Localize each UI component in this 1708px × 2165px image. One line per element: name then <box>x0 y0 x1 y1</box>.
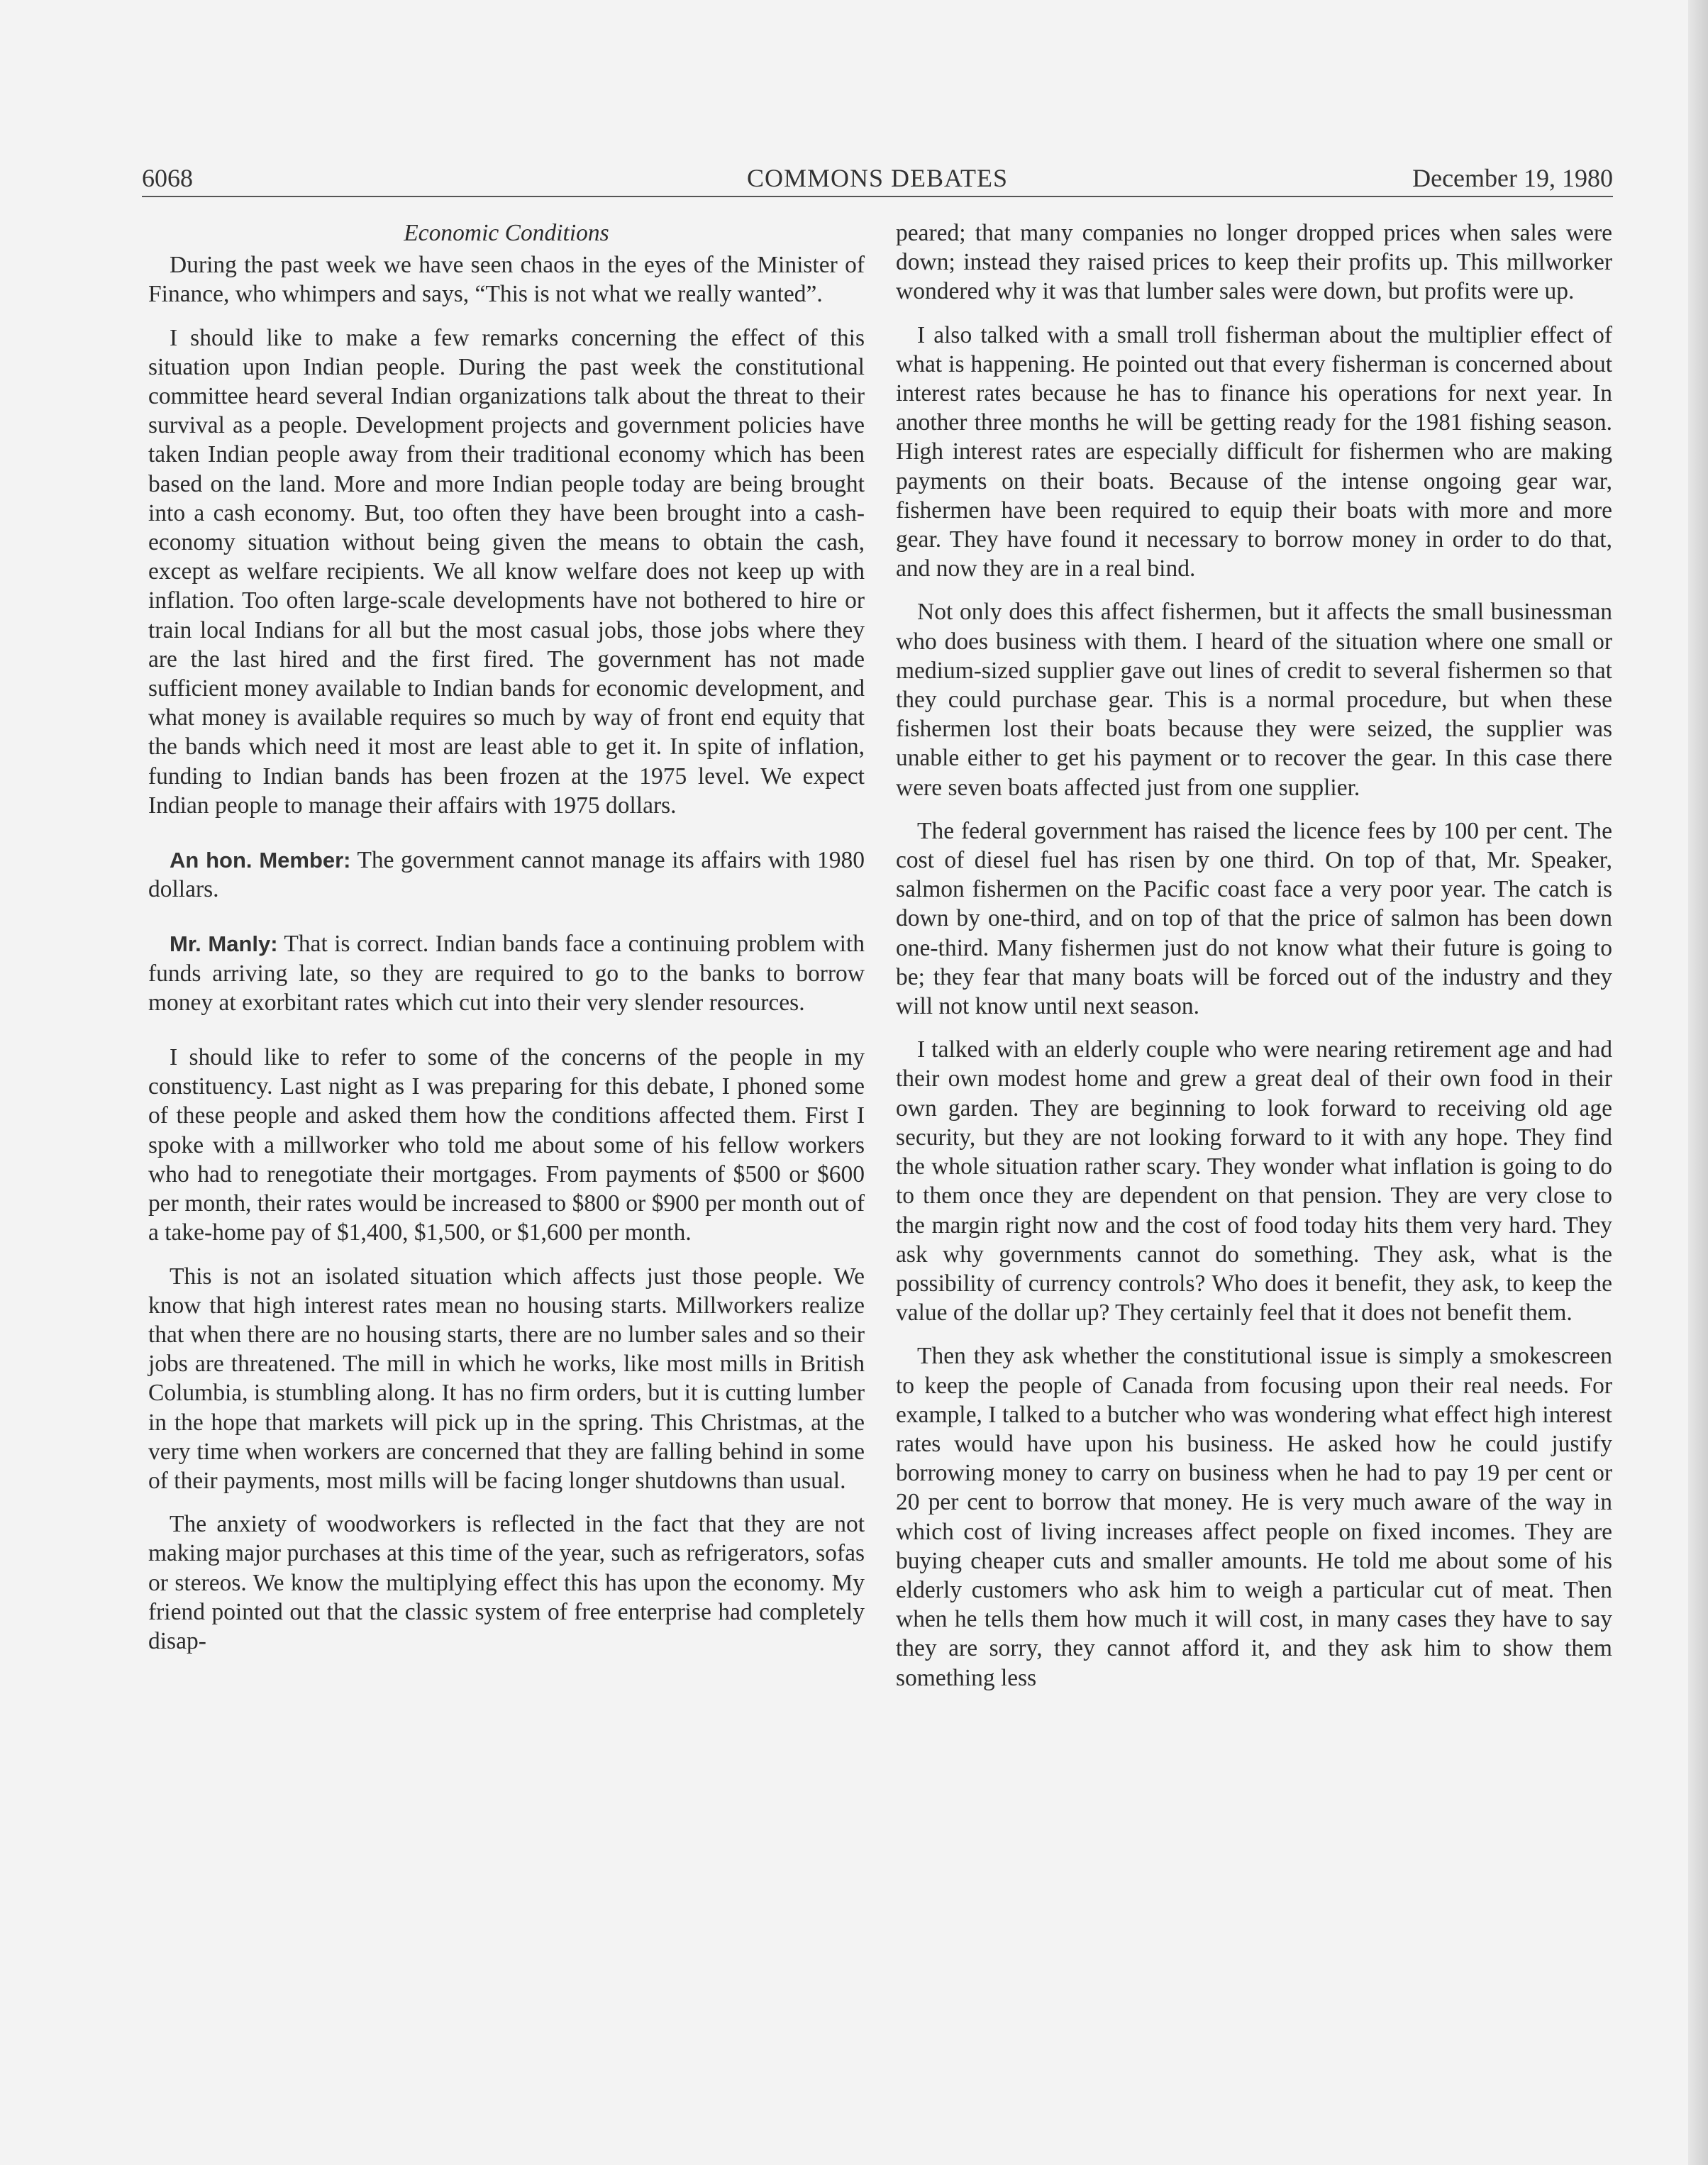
paragraph: I should like to make a few remarks concerning the effect of this situation upon Indian people. During the past week the constitutional committee heard several Indian organizations talk about the threat to their survival as a people. Development projects and government policies have taken Indian people away from their traditional economy which has been based on the land. More and more Indian people today are being brought into a cash economy. But, too often they have been brought into a cash-economy situation without being given the means to obtain the cash, except as welfare recipients. We all know welfare does not keep up with inflation. Too often large-scale developments have not bothered to hire or train local Indians for all but the most casual jobs, those jobs where they are the last hired and the first fired. The government has not made sufficient money available to Indian bands for economic development, and what money is available requires so much by way of front end equity that the bands which need it most are least able to get it. In spite of inflation, funding to Indian bands has been frozen at the 1975 level. We expect Indian people to manage their affairs with 1975 dollars. <box>148 324 865 819</box>
publication-title: COMMONS DEBATES <box>746 164 1009 192</box>
paragraph: Then they ask whether the constitutional issue is simply a smokescreen to keep the people of Canada from focusing upon their real needs. For example, I talked to a butcher who was wondering what effect high interest rates would have upon his business. He asked how he could justify borrowing money to carry on business when he had to pay 19 per cent or 20 per cent to borrow that money. He is very much aware of the way in which cost of living increases affect people on fixed incomes. They are buying cheaper cuts and smaller amounts. He told me about some of his elderly customers who ask him to weigh a particular cut of meat. Then when he tells them how much it will cost, in many cases they have to say they are sorry, they cannot afford it, and they ask him to show them something less <box>896 1343 1612 1691</box>
section-heading: Economic Conditions <box>404 220 609 246</box>
right-column <box>896 218 1612 1707</box>
paragraph-continued: peared; that many companies no longer dropped prices when sales were down; instead they raised prices to keep their profits up. This millworker wondered why it was that lumber sales were down, but profits were up. <box>896 220 1612 305</box>
paragraph: The federal government has raised the licence fees by 100 per cent. The cost of diesel fuel has risen by one third. On top of that, Mr. Speaker, salmon fishermen on the Pacific coast face a very poor year. The catch is down by one-third, and on top of that the price of salmon has been down one-third. Many fishermen just do not know what their future is going to be; they fear that many boats will be forced out of the industry and they will not know until next season. <box>896 817 1612 1020</box>
paragraph: I also talked with a small troll fisherman about the multiplier effect of what is happening. He pointed out that every fisherman is concerned about interest rates because he has to finance his operations for next year. In another three months he will be getting ready for the 1981 fishing season. High interest rates are especially difficult for fishermen who are making payments on their boats. Because of the intense ongoing gear war, fishermen have been required to equip their boats with more and more gear. They have found it necessary to borrow money in order to do that, and now they are in a real bind. <box>896 321 1612 582</box>
speaker-name: Mr. Manly: <box>170 931 278 957</box>
paragraph: Not only does this affect fishermen, but it affects the small businessman who does business with them. I heard of the situation where one small or medium-sized supplier gave out lines of credit to several fishermen so that they could purchase gear. This is a normal procedure, but when these fishermen lost their boats because they were seized, the supplier was unable either to get his payment or to recover the gear. In this case there were seven boats affected just from one supplier. <box>896 599 1612 801</box>
publication-date: December 19, 1980 <box>1412 164 1613 192</box>
paragraph: During the past week we have seen chaos in the eyes of the Minister of Finance, who whimpers and says, “This is not what we really wanted”. <box>148 252 865 308</box>
paragraph: This is not an isolated situation which affects just those people. We know that high interest rates mean no housing starts. Millworkers realize that when there are no housing starts, there are no lumber sales and so their jobs are threatened. The mill in which he works, like most mills in British Columbia, is stumbling along. It has no firm orders, but it is cutting lumber in the hope that markets will pick up in the spring. This Christmas, at the very time when workers are concerned that they are falling behind in some of their payments, most mills will be facing longer shutdowns than usual. <box>148 1263 865 1494</box>
header-rule <box>142 196 1613 197</box>
page-header <box>142 162 1613 194</box>
speech-text: That is correct. Indian bands face a continuing problem with funds arriving late, so they are required to go to the banks to borrow money at exorbitant rates which cut into their very slender resources. <box>148 931 865 1016</box>
page-edge-shadow <box>1688 0 1708 2165</box>
page-number: 6068 <box>142 164 193 192</box>
paragraph: The anxiety of woodworkers is reflected in the fact that they are not making major purchases at this time of the year, such as refrigerators, sofas or stereos. We know the multiplying effect this has upon the economy. My friend pointed out that the classic system of free enterprise had completely disap- <box>148 1511 865 1654</box>
speaker-paragraph <box>148 929 865 1017</box>
left-column <box>148 218 865 1670</box>
speaker-name: An hon. Member: <box>170 848 351 873</box>
paragraph: I should like to refer to some of the concerns of the people in my constituency. Last night as I was preparing for this debate, I phoned some of these people and asked them how the conditions affected them. First I spoke with a millworker who told me about some of his fellow workers who had to renegotiate their mortgages. From payments of $500 or $600 per month, their rates would be increased to $800 or $900 per month out of a take-home pay of $1,400, $1,500, or $1,600 per month. <box>148 1044 865 1246</box>
paragraph: I talked with an elderly couple who were nearing retirement age and had their own modest home and grew a great deal of their own food in their own garden. They are beginning to look forward to receiving old age security, but they are not looking forward to it with any hope. They find the whole situation rather scary. They wonder what inflation is going to do to them once they are dependent on that pension. They are very close to the margin right now and the cost of food today hits them very hard. They ask why governments cannot do something. They ask, what is the possibility of currency controls? Who does it benefit, they ask, to keep the value of the dollar up? They certainly feel that it does not benefit them. <box>896 1036 1612 1327</box>
speech-text: The government cannot manage its affairs with 1980 dollars. <box>148 847 865 903</box>
speaker-paragraph <box>148 846 865 904</box>
